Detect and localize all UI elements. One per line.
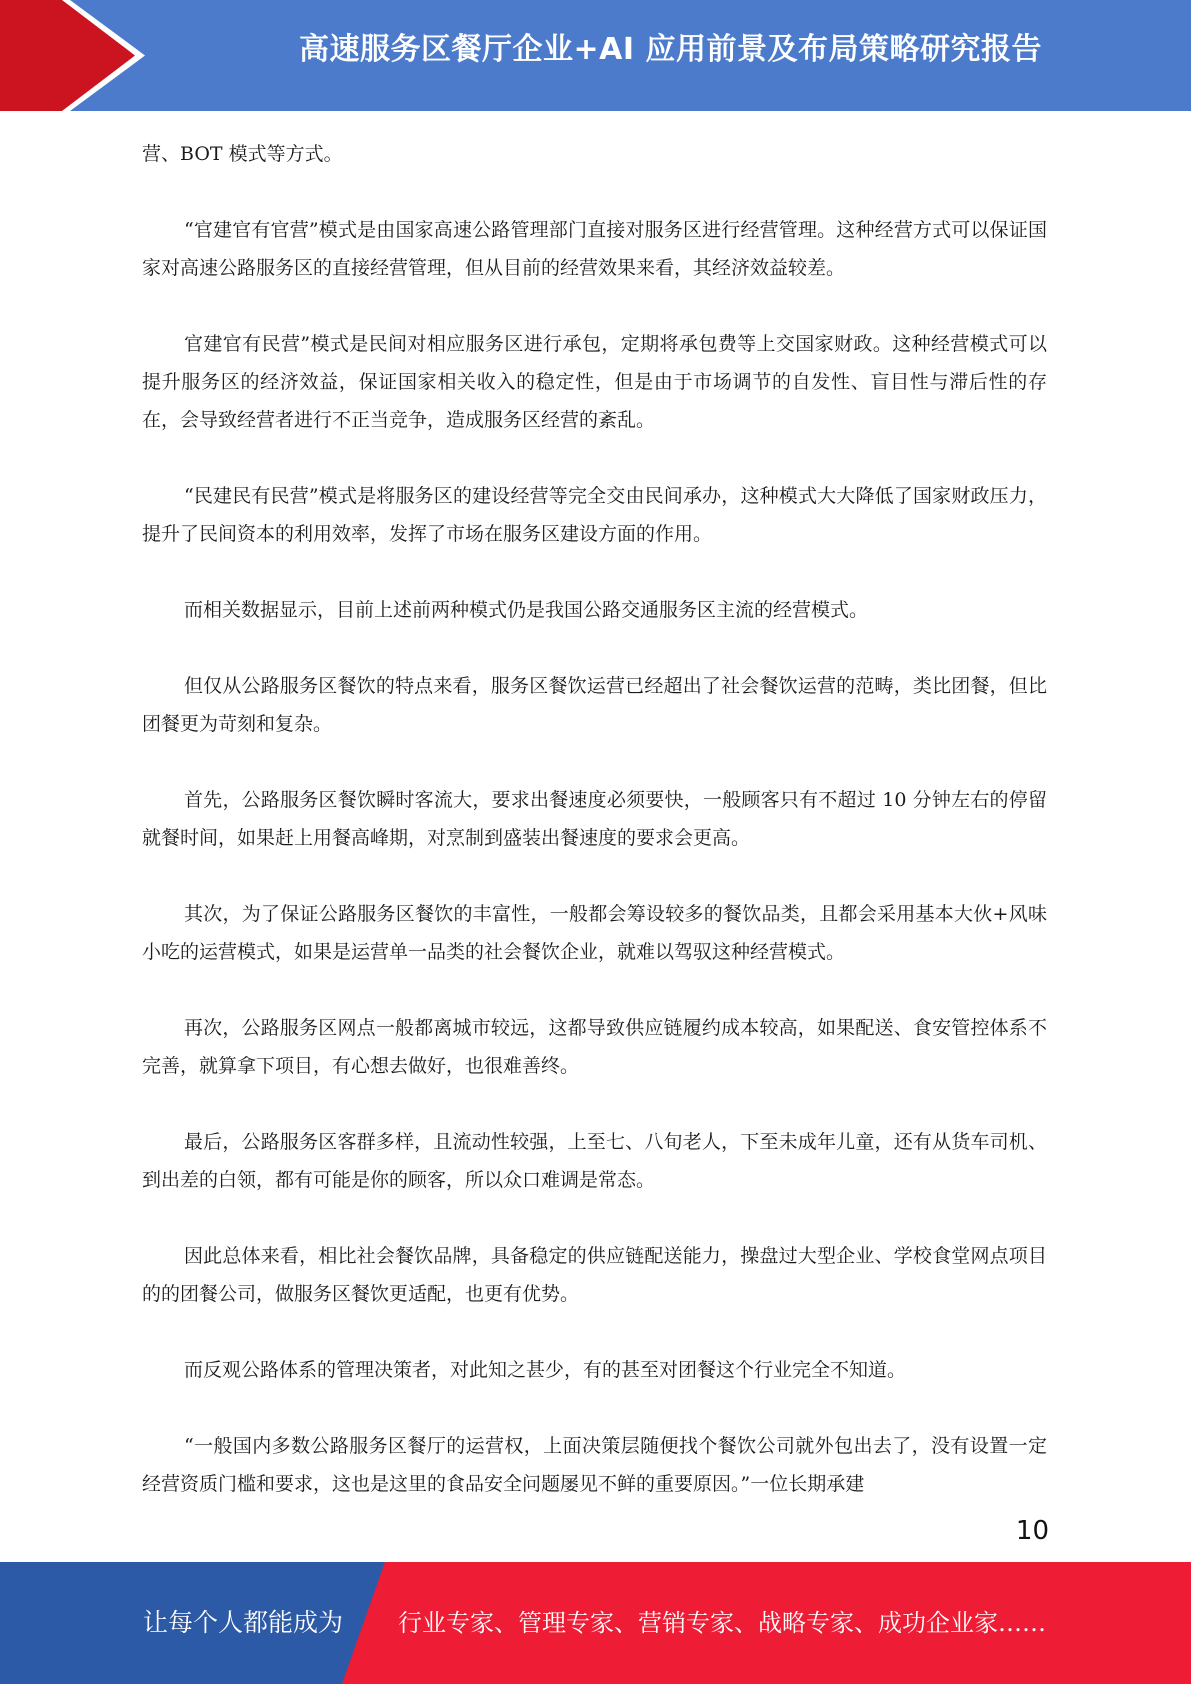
footer-slogan-left: 让每个人都能成为: [143, 1608, 344, 1637]
paragraph: 因此总体来看，相比社会餐饮品牌，具备稳定的供应链配送能力，操盘过大型企业、学校食堂网点项目的的团餐公司，做服务区餐饮更适配，也更有优势。: [142, 1245, 1047, 1305]
paragraph: 最后，公路服务区客群多样，且流动性较强，上至七、八旬老人，下至未成年儿童，还有从货车司机、到出差的白领，都有可能是你的顾客，所以众口难调是常态。: [142, 1131, 1047, 1191]
paragraph: 而相关数据显示，目前上述前两种模式仍是我国公路交通服务区主流的经营模式。: [184, 599, 869, 621]
paragraph: 再次，公路服务区网点一般都离城市较远，这都导致供应链履约成本较高，如果配送、食安管控体系不完善，就算拿下项目，有心想去做好，也很难善终。: [142, 1017, 1047, 1077]
footer-slogan-right: 行业专家、管理专家、营销专家、战略专家、成功企业家……: [398, 1609, 1046, 1637]
paragraph: “民建民有民营”模式是将服务区的建设经营等完全交由民间承办，这种模式大大降低了国家财政压力，提升了民间资本的利用效率，发挥了市场在服务区建设方面的作用。: [142, 485, 1047, 545]
paragraph: 但仅从公路服务区餐饮的特点来看，服务区餐饮运营已经超出了社会餐饮运营的范畴，类比团餐，但比团餐更为苛刻和复杂。: [142, 675, 1047, 735]
paragraph: “一般国内多数公路服务区餐厅的运营权，上面决策层随便找个餐饮公司就外包出去了，没有设置一定经营资质门槛和要求，这也是这里的食品安全问题屡见不鲜的重要原因。”一位长期承建: [142, 1435, 1047, 1495]
page-footer: [0, 1562, 1191, 1684]
paragraph: 其次，为了保证公路服务区餐饮的丰富性，一般都会筹设较多的餐饮品类，且都会采用基本大伙+风味小吃的运营模式，如果是运营单一品类的社会餐饮企业，就难以驾驭这种经营模式。: [142, 903, 1047, 963]
paragraph: 营、BOT 模式等方式。: [142, 143, 343, 165]
paragraph: 而反观公路体系的管理决策者，对此知之甚少，有的甚至对团餐这个行业完全不知道。: [184, 1359, 907, 1381]
paragraph: “官建官有官营”模式是由国家高速公路管理部门直接对服务区进行经营管理。这种经营方式可以保证国家对高速公路服务区的直接经营管理，但从目前的经营效果来看，其经济效益较差。: [142, 219, 1047, 279]
body-text: [142, 135, 1047, 1541]
header-arrow-icon: [0, 0, 150, 111]
paragraph: 首先，公路服务区餐饮瞬时客流大，要求出餐速度必须要快，一般顾客只有不超过 10 分钟左右的停留就餐时间，如果赶上用餐高峰期，对烹制到盛装出餐速度的要求会更高。: [142, 789, 1047, 849]
paragraph: 官建官有民营”模式是民间对相应服务区进行承包，定期将承包费等上交国家财政。这种经营模式可以提升服务区的经济效益，保证国家相关收入的稳定性，但是由于市场调节的自发性、盲目性与滞后性的存在，会导致经营者进行不正当竞争，造成服务区经营的紊乱。: [142, 333, 1047, 431]
page-header: [0, 0, 1191, 111]
document-title: 高速服务区餐厅企业+AI 应用前景及布局策略研究报告: [299, 32, 1042, 67]
page-number: 10: [1015, 1516, 1049, 1546]
